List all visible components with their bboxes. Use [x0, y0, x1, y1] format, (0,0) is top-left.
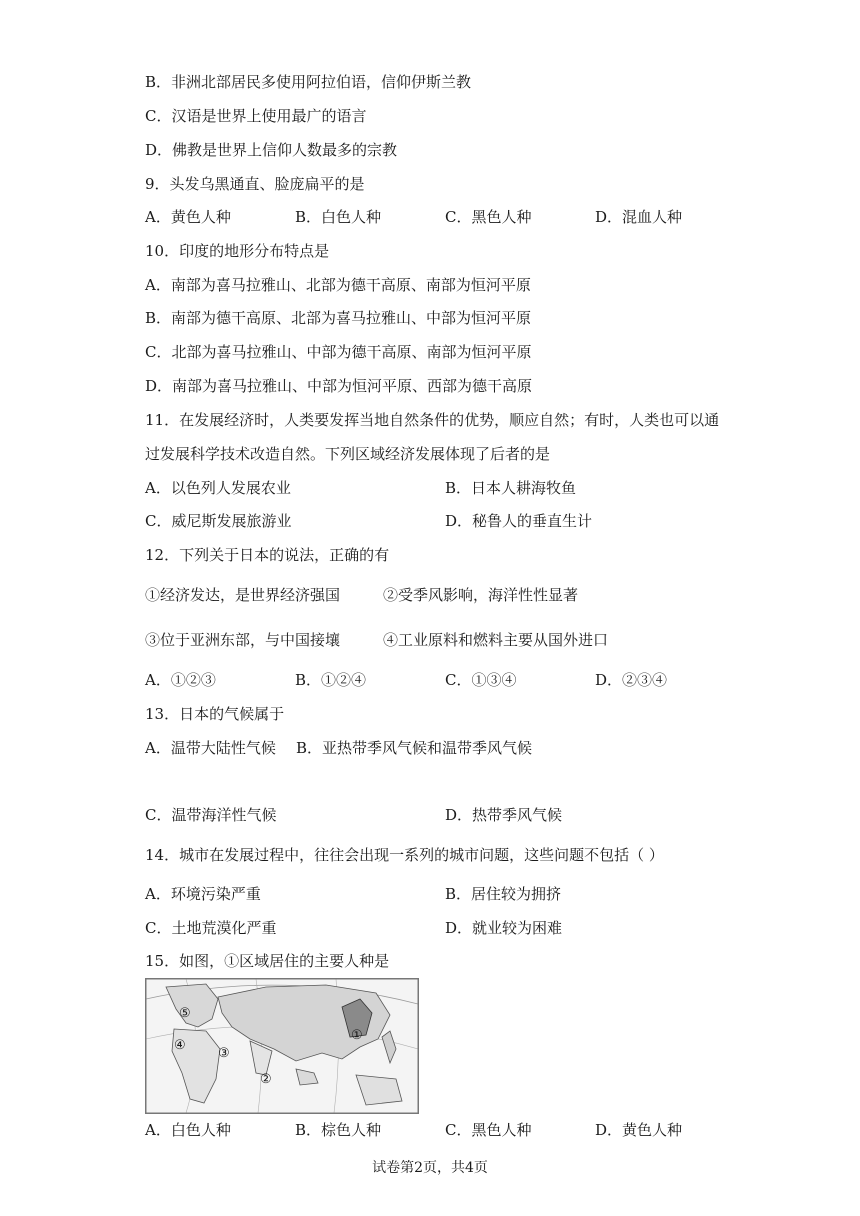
q11-option-a: A．以色列人发展农业	[145, 479, 291, 497]
q15-option-c: C．黑色人种	[445, 1121, 532, 1139]
q10-option-c: C．北部为喜马拉雅山、中部为德干高原、南部为恒河平原	[145, 343, 532, 361]
q15-stem: 15．如图，①区域居住的主要人种是	[145, 952, 390, 970]
q13-option-a: A．温带大陆性气候	[145, 739, 276, 757]
q14-option-b: B．居住较为拥挤	[445, 885, 562, 903]
q12-option-b: B．①②④	[295, 671, 367, 689]
q15-option-b: B．棕色人种	[295, 1121, 382, 1139]
q10-option-b: B．南部为德干高原、北部为喜马拉雅山、中部为恒河平原	[145, 309, 532, 327]
q13-stem: 13．日本的气候属于	[145, 705, 285, 723]
map-marker-4: ④	[174, 1038, 186, 1053]
q11-option-c: C．威尼斯发展旅游业	[145, 512, 292, 530]
map-marker-1: ①	[351, 1028, 363, 1043]
q11-option-d: D．秘鲁人的垂直生计	[445, 512, 593, 530]
q10-option-a: A．南部为喜马拉雅山、北部为德干高原、南部为恒河平原	[145, 276, 531, 294]
q14-option-a: A．环境污染严重	[145, 885, 261, 903]
page-footer: 试卷第2页，共4页	[372, 1160, 488, 1176]
q11-stem-line2: 过发展科学技术改造自然。下列区域经济发展体现了后者的是	[145, 445, 551, 463]
q10-option-d: D．南部为喜马拉雅山、中部为恒河平原、西部为德干高原	[145, 377, 533, 395]
q10-stem: 10．印度的地形分布特点是	[145, 242, 330, 260]
q12-option-d: D．②③④	[595, 671, 668, 689]
world-region-map	[145, 978, 419, 1114]
q9-option-c: C．黑色人种	[445, 208, 532, 226]
map-marker-3: ③	[218, 1046, 230, 1061]
q14-option-c: C．土地荒漠化严重	[145, 919, 277, 937]
q14-option-d: D．就业较为困难	[445, 919, 563, 937]
q11-stem-line1: 11．在发展经济时，人类要发挥当地自然条件的优势，顺应自然；有时，人类也可以通	[145, 411, 720, 429]
q12-statement-4: ④工业原料和燃料主要从国外进口	[383, 631, 609, 649]
map-drawing	[146, 979, 418, 1113]
map-marker-5: ⑤	[179, 1006, 191, 1021]
q15-option-a: A．白色人种	[145, 1121, 231, 1139]
q12-option-c: C．①③④	[445, 671, 517, 689]
q8-option-d: D．佛教是世界上信仰人数最多的宗教	[145, 141, 398, 159]
q13-option-b: B．亚热带季风气候和温带季风气候	[296, 739, 533, 757]
q8-option-b: B．非洲北部居民多使用阿拉伯语，信仰伊斯兰教	[145, 73, 472, 91]
q12-option-a: A．①②③	[145, 671, 216, 689]
q9-stem: 9．头发乌黑通直、脸庞扁平的是	[145, 175, 365, 193]
q9-option-d: D．混血人种	[595, 208, 683, 226]
q9-option-b: B．白色人种	[295, 208, 382, 226]
q12-stem: 12．下列关于日本的说法，正确的有	[145, 546, 390, 564]
map-marker-2: ②	[260, 1072, 272, 1087]
q12-statement-3: ③位于亚洲东部，与中国接壤	[145, 631, 341, 649]
q13-option-c: C．温带海洋性气候	[145, 806, 277, 824]
q13-option-d: D．热带季风气候	[445, 806, 563, 824]
q8-option-c: C．汉语是世界上使用最广的语言	[145, 107, 367, 125]
q15-option-d: D．黄色人种	[595, 1121, 683, 1139]
q12-statement-2: ②受季风影响，海洋性性显著	[383, 586, 579, 604]
q12-statement-1: ①经济发达，是世界经济强国	[145, 586, 341, 604]
q11-option-b: B．日本人耕海牧鱼	[445, 479, 577, 497]
q9-option-a: A．黄色人种	[145, 208, 231, 226]
q14-stem: 14．城市在发展过程中，往往会出现一系列的城市问题，这些问题不包括（ ）	[145, 846, 664, 864]
